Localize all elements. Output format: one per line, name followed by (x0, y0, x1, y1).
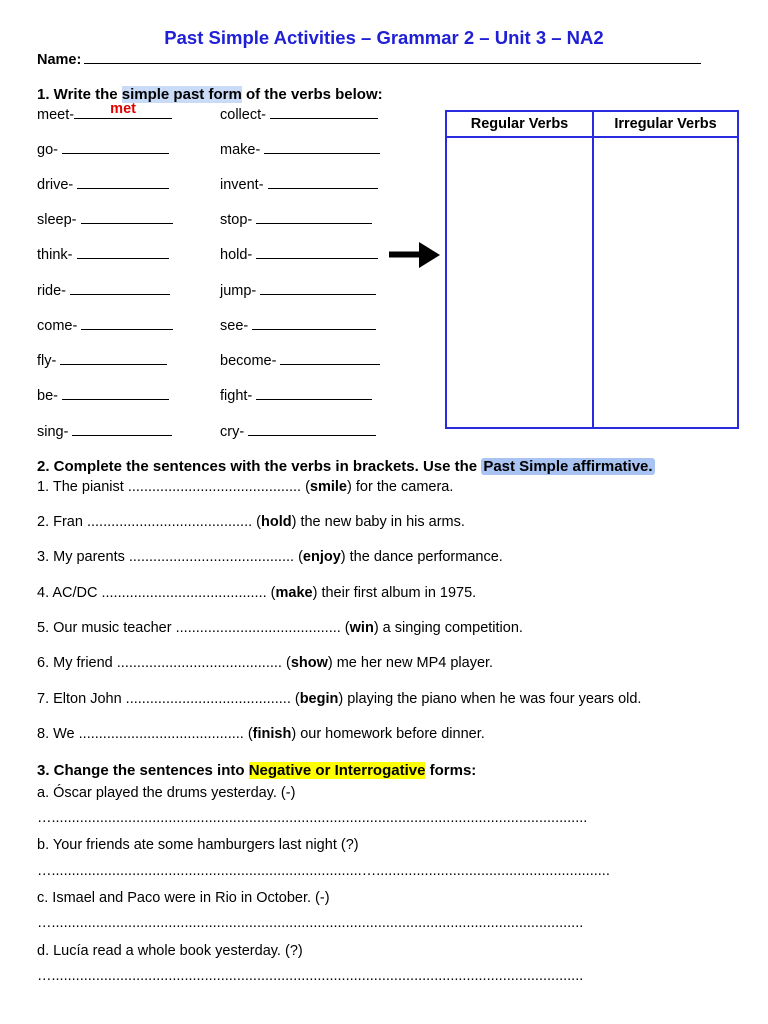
bracket-verb: make (275, 585, 313, 601)
answer-blank[interactable] (260, 281, 376, 295)
sentence-end: ) our homework before dinner. (291, 726, 485, 742)
answer-dots[interactable]: ........................................... (127, 479, 302, 495)
verb-label: make- (220, 142, 261, 158)
verb-classification-table (445, 110, 739, 429)
verb-row-left (37, 140, 169, 158)
verb-row-left (37, 316, 173, 334)
sentence-start: 3. My parents (37, 549, 129, 565)
name-row (37, 49, 701, 68)
verb-row-right (220, 422, 376, 440)
answer-line[interactable]: ….............................................................................….......................................................... (37, 863, 610, 879)
answer-blank[interactable] (81, 210, 173, 224)
verb-label: sing- (37, 424, 69, 440)
verb-row-left (37, 351, 167, 369)
verb-row-left (37, 175, 169, 193)
sentence-end: ) for the camera. (347, 479, 454, 495)
sentence-end: ) a singing competition. (373, 620, 523, 636)
sentence-end: ) the dance performance. (340, 549, 503, 565)
answer-blank[interactable] (62, 386, 169, 400)
regular-verbs-header: Regular Verbs (446, 111, 593, 137)
sentence-end: ) playing the piano when he was four years old. (338, 691, 642, 707)
name-label: Name: (37, 52, 82, 68)
section1-heading-highlight: simple past form (121, 86, 242, 103)
bracket-verb: hold (261, 514, 292, 530)
sentence-start: 8. We (37, 726, 79, 742)
verb-label: sleep- (37, 212, 77, 228)
section2-heading-pre: 2. Complete the sentences with the verbs in brackets. Use the (37, 458, 482, 475)
sentence-start: 6. My friend (37, 655, 117, 671)
bracket-verb: finish (252, 726, 292, 742)
section3-heading (37, 762, 476, 779)
verb-label: be- (37, 388, 58, 404)
answer-blank[interactable] (270, 105, 378, 119)
section1-heading-pre: 1. Write the (37, 86, 122, 103)
verb-row-left (37, 101, 172, 123)
answer-dots[interactable]: ......................................... (175, 620, 341, 636)
answer-blank[interactable] (74, 101, 172, 119)
verb-row-left (37, 245, 169, 263)
section2-heading-highlight: Past Simple affirmative. (483, 458, 653, 475)
bracket-verb: smile (309, 479, 348, 495)
answer-blank[interactable] (256, 210, 372, 224)
answer-blank[interactable] (72, 422, 172, 436)
sentence-end: ) their first album in 1975. (312, 585, 477, 601)
answer-line[interactable]: ….................................................................................................................................... (37, 968, 584, 984)
sentence-item: 2. Fran ......................................... (hold) the new baby in his arms. (37, 514, 465, 530)
verb-label: go- (37, 142, 58, 158)
irregular-verbs-header: Irregular Verbs (593, 111, 738, 137)
verb-row-left (37, 281, 170, 299)
sentence-start: 5. Our music teacher (37, 620, 176, 636)
verb-label: drive- (37, 177, 74, 193)
section3-heading-highlight: Negative or Interrogative (248, 762, 426, 779)
verb-row-left (37, 210, 173, 228)
verb-row-right (220, 140, 380, 158)
verb-label: ride- (37, 283, 67, 299)
sentence-start: 1. The pianist (37, 479, 128, 495)
bracket-verb: win (349, 620, 374, 636)
verb-row-left (37, 386, 169, 404)
sentence-item: 5. Our music teacher ......................................... (win) a singing competition. (37, 620, 523, 636)
answer-blank[interactable] (70, 281, 170, 295)
sentence-item: 8. We ......................................... (finish) our homework before dinner. (37, 726, 485, 742)
answer-line[interactable]: …..................................................................................................................................... (37, 810, 588, 826)
answer-dots[interactable]: ......................................... (78, 726, 244, 742)
answer-blank[interactable] (77, 245, 169, 259)
transform-sentence: c. Ismael and Paco were in Rio in October. (-) (37, 890, 330, 906)
sentence-item: 6. My friend ......................................... (show) me her new MP4 player. (37, 655, 494, 671)
verb-label: meet- (37, 107, 75, 123)
verb-row-right (220, 316, 376, 334)
example-answer: met (110, 101, 136, 117)
verb-row-right (220, 175, 378, 193)
verb-label: think- (37, 247, 73, 263)
verb-label: stop- (220, 212, 253, 228)
transform-sentence: a. Óscar played the drums yesterday. (-) (37, 785, 296, 801)
answer-line[interactable]: ….................................................................................................................................... (37, 915, 584, 931)
section3-heading-post: forms: (425, 762, 477, 779)
answer-blank[interactable] (60, 351, 167, 365)
sentence-end: ) the new baby in his arms. (291, 514, 465, 530)
sentence-start: 4. AC/DC (37, 585, 102, 601)
verb-label: invent- (220, 177, 264, 193)
answer-blank[interactable] (256, 386, 372, 400)
section1-heading-post: of the verbs below: (241, 86, 383, 103)
sentence-item: 7. Elton John ......................................... (begin) playing the piano when he was four years old. (37, 691, 642, 707)
answer-blank[interactable] (264, 140, 380, 154)
worksheet-title: Past Simple Activities – Grammar 2 – Unit 3 – NA2 (164, 27, 604, 48)
verb-label: see- (220, 318, 249, 334)
answer-blank[interactable] (248, 422, 376, 436)
sentence-end: ) me her new MP4 player. (327, 655, 494, 671)
sentence-start: 7. Elton John (37, 691, 126, 707)
regular-verbs-cell[interactable] (446, 137, 593, 428)
verb-label: come- (37, 318, 78, 334)
arrow-right-icon (389, 242, 441, 268)
verb-label: hold- (220, 247, 253, 263)
answer-blank[interactable] (77, 175, 169, 189)
answer-blank[interactable] (268, 175, 378, 189)
sentence-start: 2. Fran (37, 514, 87, 530)
section2-heading (37, 458, 655, 475)
verb-row-right (220, 386, 372, 404)
verb-label: cry- (220, 424, 245, 440)
answer-blank[interactable] (62, 140, 169, 154)
verb-label: fly- (37, 353, 57, 369)
bracket-verb: enjoy (302, 549, 341, 565)
verb-label: collect- (220, 107, 266, 123)
answer-blank[interactable] (81, 316, 173, 330)
answer-blank[interactable] (252, 316, 376, 330)
verb-label: jump- (220, 283, 257, 299)
sentence-item: 4. AC/DC ......................................... (make) their first album in 1975. (37, 585, 477, 601)
verb-row-right (220, 351, 380, 369)
answer-dots[interactable]: ......................................... (125, 691, 291, 707)
answer-blank[interactable] (280, 351, 380, 365)
irregular-verbs-cell[interactable] (593, 137, 738, 428)
name-field[interactable] (84, 49, 701, 64)
transform-sentence: d. Lucía read a whole book yesterday. (?) (37, 943, 303, 959)
verb-row-right (220, 281, 376, 299)
verb-label: become- (220, 353, 277, 369)
verb-row-right (220, 105, 378, 123)
verb-label: fight- (220, 388, 253, 404)
verb-row-right (220, 210, 372, 228)
bracket-verb: begin (299, 691, 339, 707)
verb-row-right (220, 245, 378, 263)
answer-dots[interactable]: ......................................... (128, 549, 295, 565)
answer-dots[interactable]: ......................................... (101, 585, 267, 601)
answer-dots[interactable]: ......................................... (86, 514, 253, 530)
answer-dots[interactable]: ......................................... (116, 655, 282, 671)
transform-sentence: b. Your friends ate some hamburgers last night (?) (37, 837, 359, 853)
verb-row-left (37, 422, 172, 440)
section3-heading-pre: 3. Change the sentences into (37, 762, 249, 779)
bracket-verb: show (290, 655, 328, 671)
sentence-item: 3. My parents ......................................... (enjoy) the dance performance. (37, 549, 503, 565)
answer-blank[interactable] (256, 245, 378, 259)
sentence-item: 1. The pianist ........................................... (smile) for the camera. (37, 479, 454, 495)
